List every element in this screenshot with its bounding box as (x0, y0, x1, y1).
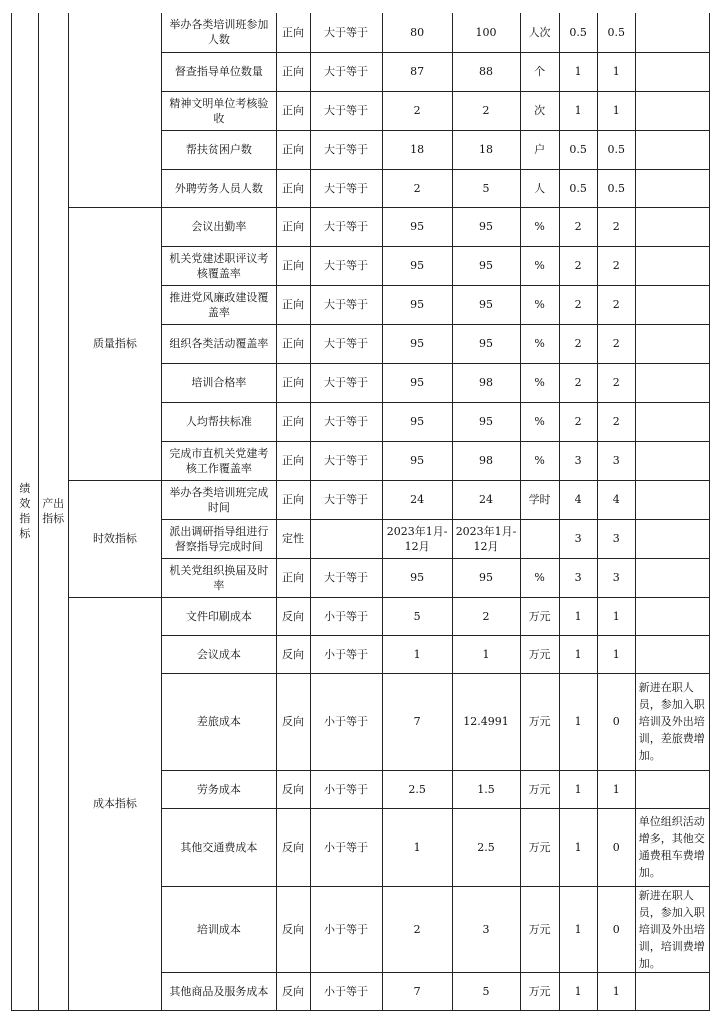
operator-cell: 大于等于 (310, 13, 382, 52)
unit-cell: % (520, 207, 559, 246)
indicator-name-cell: 精神文明单位考核验收 (162, 91, 276, 130)
weight-cell: 0.5 (559, 169, 597, 207)
note-cell: 新进在职人员，参加入职培训及外出培训，培训费增加。 (635, 886, 709, 972)
target-value-cell: 2 (382, 886, 452, 972)
target-value-cell: 95 (382, 207, 452, 246)
unit-cell: 万元 (520, 597, 559, 635)
direction-cell: 正向 (276, 246, 310, 285)
unit-cell: 万元 (520, 635, 559, 673)
category-cost-label: 成本指标 (68, 597, 162, 1010)
direction-cell: 正向 (276, 13, 310, 52)
operator-cell: 小于等于 (310, 972, 382, 1010)
direction-cell: 正向 (276, 285, 310, 324)
target-value-cell: 18 (382, 130, 452, 169)
weight-cell: 1 (559, 808, 597, 886)
actual-value-cell: 95 (452, 324, 520, 363)
indicator-name-cell: 人均帮扶标准 (162, 402, 276, 441)
target-value-cell: 7 (382, 972, 452, 1010)
actual-value-cell: 95 (452, 207, 520, 246)
operator-cell: 小于等于 (310, 770, 382, 808)
target-value-cell: 95 (382, 441, 452, 480)
direction-cell: 定性 (276, 519, 310, 558)
score-cell: 1 (597, 770, 635, 808)
unit-cell: 户 (520, 130, 559, 169)
actual-value-cell: 95 (452, 558, 520, 597)
indicator-name-cell: 会议出勤率 (162, 207, 276, 246)
weight-cell: 1 (559, 972, 597, 1010)
actual-value-cell: 98 (452, 363, 520, 402)
unit-cell: 万元 (520, 770, 559, 808)
weight-cell: 2 (559, 207, 597, 246)
indicator-name-cell: 机关党建述职评议考核覆盖率 (162, 246, 276, 285)
actual-value-cell: 12.4991 (452, 673, 520, 770)
score-cell: 0.5 (597, 13, 635, 52)
score-cell: 2 (597, 402, 635, 441)
weight-cell: 2 (559, 363, 597, 402)
level2-indicator-label: 产出指标 (38, 13, 68, 1010)
actual-value-cell: 2 (452, 597, 520, 635)
actual-value-cell: 88 (452, 52, 520, 91)
target-value-cell: 1 (382, 635, 452, 673)
note-cell (635, 169, 709, 207)
level1-indicator-label: 绩效指标 (12, 13, 39, 1010)
direction-cell: 正向 (276, 91, 310, 130)
weight-cell: 1 (559, 635, 597, 673)
direction-cell: 反向 (276, 808, 310, 886)
direction-cell: 反向 (276, 673, 310, 770)
indicator-name-cell: 其他商品及服务成本 (162, 972, 276, 1010)
score-cell: 2 (597, 363, 635, 402)
direction-cell: 正向 (276, 558, 310, 597)
operator-cell: 大于等于 (310, 285, 382, 324)
target-value-cell: 2.5 (382, 770, 452, 808)
score-cell: 0 (597, 886, 635, 972)
weight-cell: 1 (559, 597, 597, 635)
indicator-name-cell: 举办各类培训班参加人数 (162, 13, 276, 52)
score-cell: 3 (597, 441, 635, 480)
note-cell (635, 13, 709, 52)
table-row (12, 597, 710, 635)
operator-cell: 小于等于 (310, 886, 382, 972)
actual-value-cell: 2 (452, 91, 520, 130)
operator-cell (310, 519, 382, 558)
score-cell: 0.5 (597, 130, 635, 169)
direction-cell: 反向 (276, 635, 310, 673)
table-row (12, 13, 710, 52)
indicator-name-cell: 机关党组织换届及时率 (162, 558, 276, 597)
unit-cell: 人 (520, 169, 559, 207)
weight-cell: 1 (559, 886, 597, 972)
note-cell (635, 480, 709, 519)
unit-cell: % (520, 246, 559, 285)
note-cell (635, 441, 709, 480)
target-value-cell: 95 (382, 558, 452, 597)
indicator-name-cell: 帮扶贫困户数 (162, 130, 276, 169)
target-value-cell: 95 (382, 363, 452, 402)
direction-cell: 正向 (276, 363, 310, 402)
direction-cell: 反向 (276, 972, 310, 1010)
score-cell: 2 (597, 324, 635, 363)
note-cell (635, 519, 709, 558)
note-cell (635, 972, 709, 1010)
note-cell (635, 597, 709, 635)
weight-cell: 0.5 (559, 130, 597, 169)
actual-value-cell: 5 (452, 972, 520, 1010)
weight-cell: 1 (559, 52, 597, 91)
weight-cell: 1 (559, 91, 597, 130)
score-cell: 2 (597, 246, 635, 285)
operator-cell: 大于等于 (310, 324, 382, 363)
target-value-cell: 87 (382, 52, 452, 91)
actual-value-cell: 95 (452, 285, 520, 324)
target-value-cell: 80 (382, 13, 452, 52)
operator-cell: 大于等于 (310, 207, 382, 246)
direction-cell: 正向 (276, 52, 310, 91)
direction-cell: 反向 (276, 886, 310, 972)
weight-cell: 3 (559, 519, 597, 558)
unit-cell: % (520, 285, 559, 324)
unit-cell: 次 (520, 91, 559, 130)
unit-cell: 万元 (520, 886, 559, 972)
operator-cell: 大于等于 (310, 246, 382, 285)
indicator-name-cell: 派出调研指导组进行督察指导完成时间 (162, 519, 276, 558)
score-cell: 0 (597, 673, 635, 770)
indicator-name-cell: 文件印刷成本 (162, 597, 276, 635)
operator-cell: 大于等于 (310, 441, 382, 480)
target-value-cell: 95 (382, 402, 452, 441)
note-cell (635, 402, 709, 441)
direction-cell: 正向 (276, 441, 310, 480)
note-cell (635, 770, 709, 808)
direction-cell: 正向 (276, 480, 310, 519)
actual-value-cell: 2023年1月-12月 (452, 519, 520, 558)
unit-cell: 万元 (520, 972, 559, 1010)
direction-cell: 正向 (276, 324, 310, 363)
weight-cell: 2 (559, 246, 597, 285)
note-cell (635, 635, 709, 673)
category-timeliness-label: 时效指标 (68, 480, 162, 597)
weight-cell: 1 (559, 673, 597, 770)
operator-cell: 大于等于 (310, 169, 382, 207)
note-cell (635, 207, 709, 246)
score-cell: 0.5 (597, 169, 635, 207)
score-cell: 1 (597, 635, 635, 673)
note-cell (635, 91, 709, 130)
score-cell: 1 (597, 91, 635, 130)
unit-cell: 万元 (520, 808, 559, 886)
table-row (12, 480, 710, 519)
direction-cell: 正向 (276, 207, 310, 246)
operator-cell: 大于等于 (310, 130, 382, 169)
target-value-cell: 2 (382, 91, 452, 130)
score-cell: 4 (597, 480, 635, 519)
indicator-name-cell: 外聘劳务人员人数 (162, 169, 276, 207)
weight-cell: 0.5 (559, 13, 597, 52)
unit-cell: % (520, 363, 559, 402)
weight-cell: 2 (559, 324, 597, 363)
weight-cell: 1 (559, 770, 597, 808)
category-quality-label: 质量指标 (68, 207, 162, 480)
score-cell: 0 (597, 808, 635, 886)
direction-cell: 反向 (276, 770, 310, 808)
category-cell-continued (68, 13, 162, 207)
weight-cell: 2 (559, 285, 597, 324)
target-value-cell: 24 (382, 480, 452, 519)
direction-cell: 正向 (276, 169, 310, 207)
operator-cell: 小于等于 (310, 635, 382, 673)
indicator-name-cell: 会议成本 (162, 635, 276, 673)
direction-cell: 反向 (276, 597, 310, 635)
note-cell: 单位组织活动增多，其他交通费租车费增加。 (635, 808, 709, 886)
unit-cell: % (520, 324, 559, 363)
indicator-name-cell: 督查指导单位数量 (162, 52, 276, 91)
operator-cell: 大于等于 (310, 558, 382, 597)
operator-cell: 大于等于 (310, 480, 382, 519)
unit-cell: 学时 (520, 480, 559, 519)
operator-cell: 小于等于 (310, 597, 382, 635)
indicator-name-cell: 劳务成本 (162, 770, 276, 808)
note-cell (635, 363, 709, 402)
indicator-name-cell: 培训成本 (162, 886, 276, 972)
target-value-cell: 7 (382, 673, 452, 770)
target-value-cell: 95 (382, 324, 452, 363)
actual-value-cell: 3 (452, 886, 520, 972)
weight-cell: 3 (559, 441, 597, 480)
actual-value-cell: 100 (452, 13, 520, 52)
indicator-name-cell: 举办各类培训班完成时间 (162, 480, 276, 519)
actual-value-cell: 18 (452, 130, 520, 169)
operator-cell: 大于等于 (310, 52, 382, 91)
note-cell (635, 130, 709, 169)
note-cell (635, 285, 709, 324)
operator-cell: 小于等于 (310, 808, 382, 886)
actual-value-cell: 98 (452, 441, 520, 480)
score-cell: 2 (597, 207, 635, 246)
indicator-name-cell: 完成市直机关党建考核工作覆盖率 (162, 441, 276, 480)
unit-cell: % (520, 441, 559, 480)
target-value-cell: 1 (382, 808, 452, 886)
operator-cell: 小于等于 (310, 673, 382, 770)
operator-cell: 大于等于 (310, 402, 382, 441)
target-value-cell: 95 (382, 285, 452, 324)
unit-cell: 个 (520, 52, 559, 91)
note-cell (635, 324, 709, 363)
score-cell: 1 (597, 597, 635, 635)
weight-cell: 3 (559, 558, 597, 597)
operator-cell: 大于等于 (310, 91, 382, 130)
direction-cell: 正向 (276, 402, 310, 441)
weight-cell: 4 (559, 480, 597, 519)
target-value-cell: 2 (382, 169, 452, 207)
actual-value-cell: 2.5 (452, 808, 520, 886)
note-cell (635, 52, 709, 91)
indicator-name-cell: 组织各类活动覆盖率 (162, 324, 276, 363)
actual-value-cell: 24 (452, 480, 520, 519)
score-cell: 3 (597, 558, 635, 597)
actual-value-cell: 1 (452, 635, 520, 673)
unit-cell: % (520, 558, 559, 597)
unit-cell: % (520, 402, 559, 441)
indicator-name-cell: 其他交通费成本 (162, 808, 276, 886)
score-cell: 1 (597, 972, 635, 1010)
performance-indicator-table (11, 13, 710, 1011)
note-cell: 新进在职人员，参加入职培训及外出培训，差旅费增加。 (635, 673, 709, 770)
table-row (12, 207, 710, 246)
score-cell: 1 (597, 52, 635, 91)
indicator-name-cell: 推进党风廉政建设覆盖率 (162, 285, 276, 324)
target-value-cell: 2023年1月-12月 (382, 519, 452, 558)
unit-cell: 人次 (520, 13, 559, 52)
actual-value-cell: 5 (452, 169, 520, 207)
actual-value-cell: 1.5 (452, 770, 520, 808)
indicator-name-cell: 差旅成本 (162, 673, 276, 770)
target-value-cell: 95 (382, 246, 452, 285)
operator-cell: 大于等于 (310, 363, 382, 402)
unit-cell: 万元 (520, 673, 559, 770)
weight-cell: 2 (559, 402, 597, 441)
note-cell (635, 558, 709, 597)
score-cell: 2 (597, 285, 635, 324)
actual-value-cell: 95 (452, 246, 520, 285)
indicator-name-cell: 培训合格率 (162, 363, 276, 402)
score-cell: 3 (597, 519, 635, 558)
direction-cell: 正向 (276, 130, 310, 169)
note-cell (635, 246, 709, 285)
unit-cell (520, 519, 559, 558)
target-value-cell: 5 (382, 597, 452, 635)
actual-value-cell: 95 (452, 402, 520, 441)
